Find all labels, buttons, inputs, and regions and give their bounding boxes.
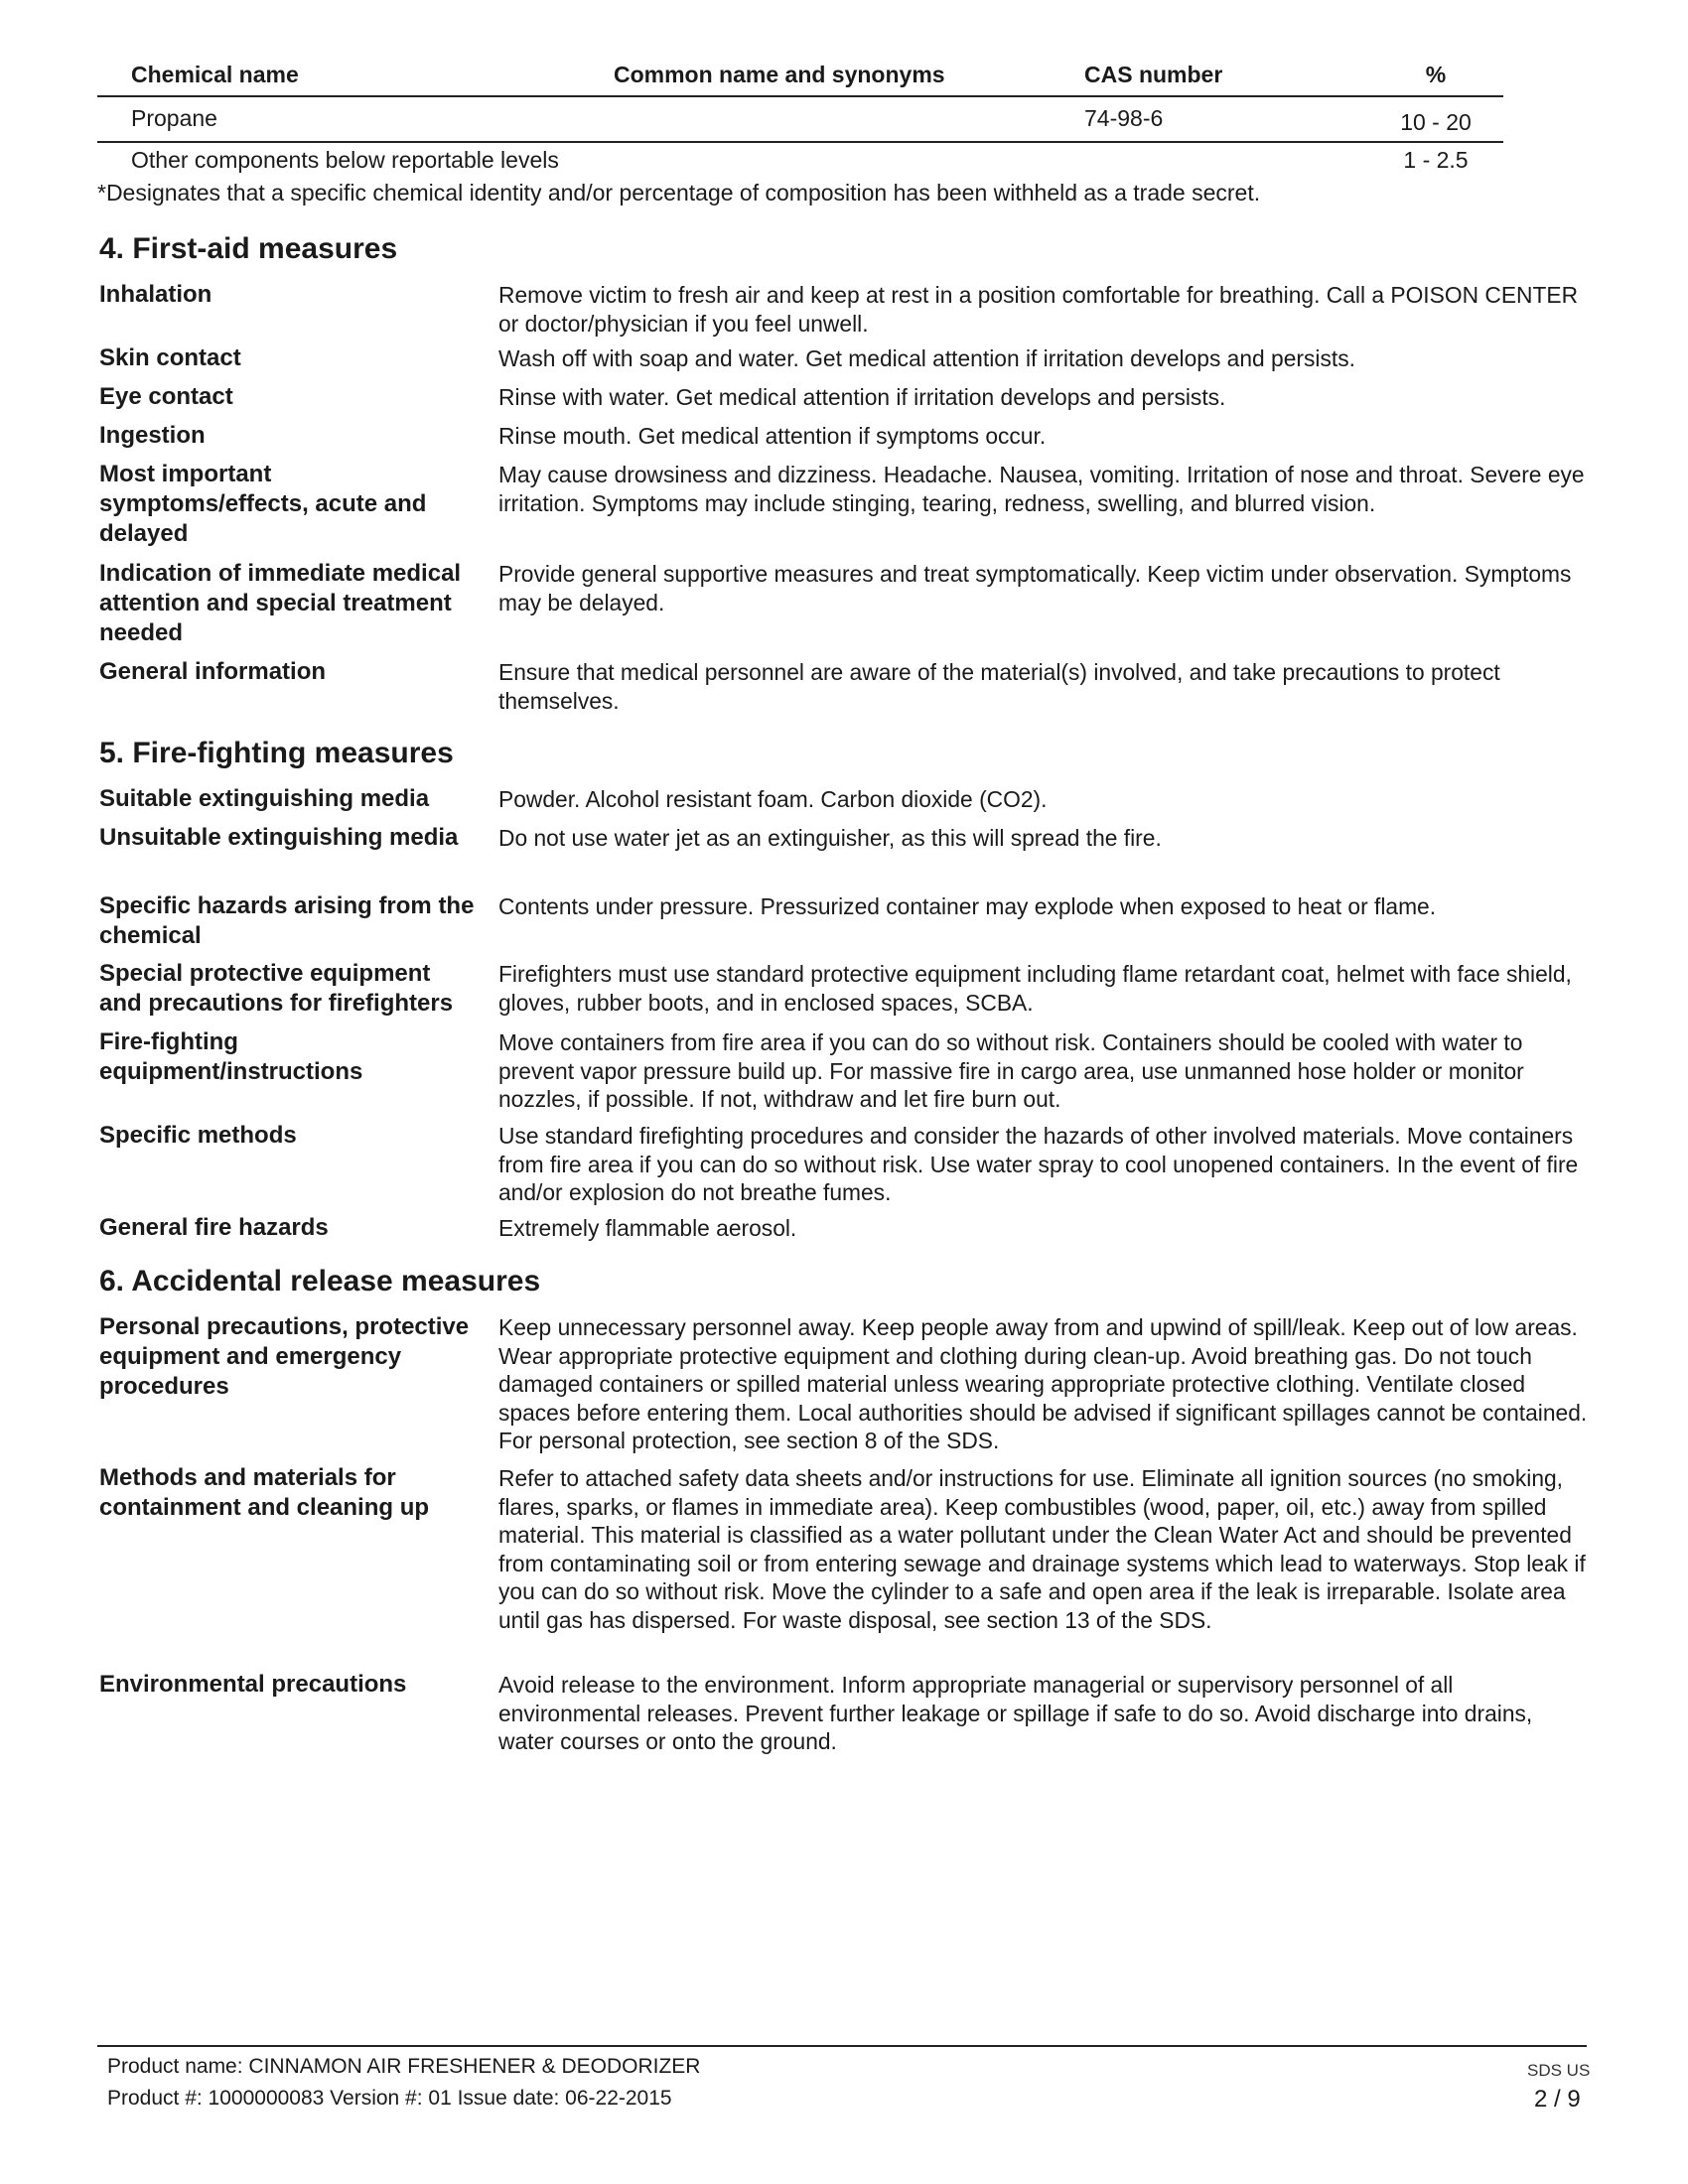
field-label: Skin contact [99,344,241,371]
field-label: Specific methods [99,1122,297,1149]
cas-number-cell: 74-98-6 [1084,105,1164,131]
field-label: Methods and materials for containment and cleaning up [99,1464,430,1521]
table-row [97,143,1503,185]
field-value: Move containers from fire area if you can do so without risk. Containers should be cooled with water to prevent vapor pressure build up. For massive fire in cargo area, use unmanned hose holder or monitor nozzles, if possible. If not, withdraw and let fire burn out. [498,1029,1524,1112]
field-value: Wash off with soap and water. Get medical attention if irritation develops and persists. [498,345,1355,371]
header-chemical-name: Chemical name [131,62,299,87]
field-value: Ensure that medical personnel are aware of the material(s) involved, and take precautions to protect themselves. [498,659,1500,714]
trade-secret-note: *Designates that a specific chemical identity and/or percentage of composition has been withheld as a trade secret. [97,180,1261,205]
chemical-name-cell: Propane [131,105,217,131]
field-value: Do not use water jet as an extinguisher, as this will spread the fire. [498,825,1162,851]
field-label: Special protective equipment and precautions for firefighters [99,960,454,1017]
field-label: General fire hazards [99,1214,329,1241]
section-title-accidental-release: 6. Accidental release measures [99,1265,541,1297]
field-label: Inhalation [99,281,212,308]
field-value: Powder. Alcohol resistant foam. Carbon dioxide (CO2). [498,786,1048,812]
field-value: Keep unnecessary personnel away. Keep people away from and upwind of spill/leak. Keep out of low areas. Wear appropriate protective equipment and clothing during clean-up. Avoid breathing gas. Do not touch damaged containers or spilled material unless wearing appropriate protective clothing. Ventilate closed spaces before entering them. Local authorities should be advised if significant spillages cannot be contained. For personal protection, see section 8 of the SDS. [498,1314,1588,1453]
field-value: Use standard firefighting procedures and consider the hazards of other involved materials. Move containers from fire area if you can do so without risk. Use water spray to cool unopened containers. In the event of fire and/or explosion do not breathe fumes. [498,1123,1579,1205]
percent-cell: 10 - 20 [1400,109,1472,135]
field-value: Contents under pressure. Pressurized container may explode when exposed to heat or flame. [498,893,1437,919]
field-value: Rinse mouth. Get medical attention if symptoms occur. [498,423,1047,449]
field-value: Firefighters must use standard protective equipment including flame retardant coat, helmet with face shield, gloves, rubber boots, and in enclosed spaces, SCBA. [498,961,1572,1016]
field-label: Most important symptoms/effects, acute and delayed [99,461,427,547]
section-title-fire-fighting: 5. Fire-fighting measures [99,737,454,769]
field-label: General information [99,658,327,685]
field-value: Avoid release to the environment. Inform appropriate managerial or supervisory personnel of all environmental releases. Prevent further leakage or spillage if safe to do so. Avoid discharge into drains, water courses or onto the ground. [498,1672,1533,1754]
field-label: Unsuitable extinguishing media [99,824,459,851]
section-title-first-aid: 4. First-aid measures [99,232,398,265]
footer-doc-type: SDS US [1527,2061,1591,2080]
composition-table [97,56,1503,185]
footer-product-name: Product name: CINNAMON AIR FRESHENER & DEODORIZER [107,2055,701,2078]
field-value: Remove victim to fresh air and keep at rest in a position comfortable for breathing. Call a POISON CENTER or doctor/physician if you feel unwell. [498,282,1579,337]
footer-product-number: Product #: 1000000083 Version #: 01 Issue date: 06-22-2015 [107,2087,672,2110]
header-percent: % [1425,62,1447,87]
percent-cell: 1 - 2.5 [1403,147,1469,173]
table-row [97,97,1503,143]
footer-divider [97,2045,1587,2047]
header-cas-number: CAS number [1084,62,1223,87]
field-label: Environmental precautions [99,1671,407,1698]
field-value: Provide general supportive measures and treat symptomatically. Keep victim under observation. Symptoms may be delayed. [498,561,1572,615]
footer-page-number: 2 / 9 [1534,2086,1581,2113]
field-value: May cause drowsiness and dizziness. Headache. Nausea, vomiting. Irritation of nose and throat. Severe eye irritation. Symptoms may include stinging, tearing, redness, swelling, and blurred vision. [498,462,1585,516]
field-label: Indication of immediate medical attention and special treatment needed [99,560,462,646]
table-header-row [97,56,1503,97]
header-common-name: Common name and synonyms [614,62,945,87]
field-label: Ingestion [99,422,206,449]
field-label: Fire-fighting equipment/instructions [99,1028,363,1085]
chemical-name-cell: Other components below reportable levels [131,147,559,173]
field-value: Rinse with water. Get medical attention if irritation develops and persists. [498,384,1226,410]
field-value: Extremely flammable aerosol. [498,1215,797,1241]
field-label: Suitable extinguishing media [99,785,430,812]
field-label: Personal precautions, protective equipment and emergency procedures [99,1313,470,1400]
field-label: Eye contact [99,383,233,410]
field-value: Refer to attached safety data sheets and/or instructions for use. Eliminate all ignition sources (no smoking, flares, sparks, or flames in immediate area). Keep combustibles (wood, paper, oil, etc.) away from spilled material. This material is classified as a water pollutant under the Clean Water Act and should be prevented from contaminating soil or from entering sewage and drainage systems which lead to waterways. Stop leak if you can do so without risk. Move the cylinder to a safe and open area if the leak is irreparable. Isolate area until gas has dispersed. For waste disposal, see section 13 of the SDS. [498,1465,1586,1633]
field-label: Specific hazards arising from the chemical [99,892,475,949]
